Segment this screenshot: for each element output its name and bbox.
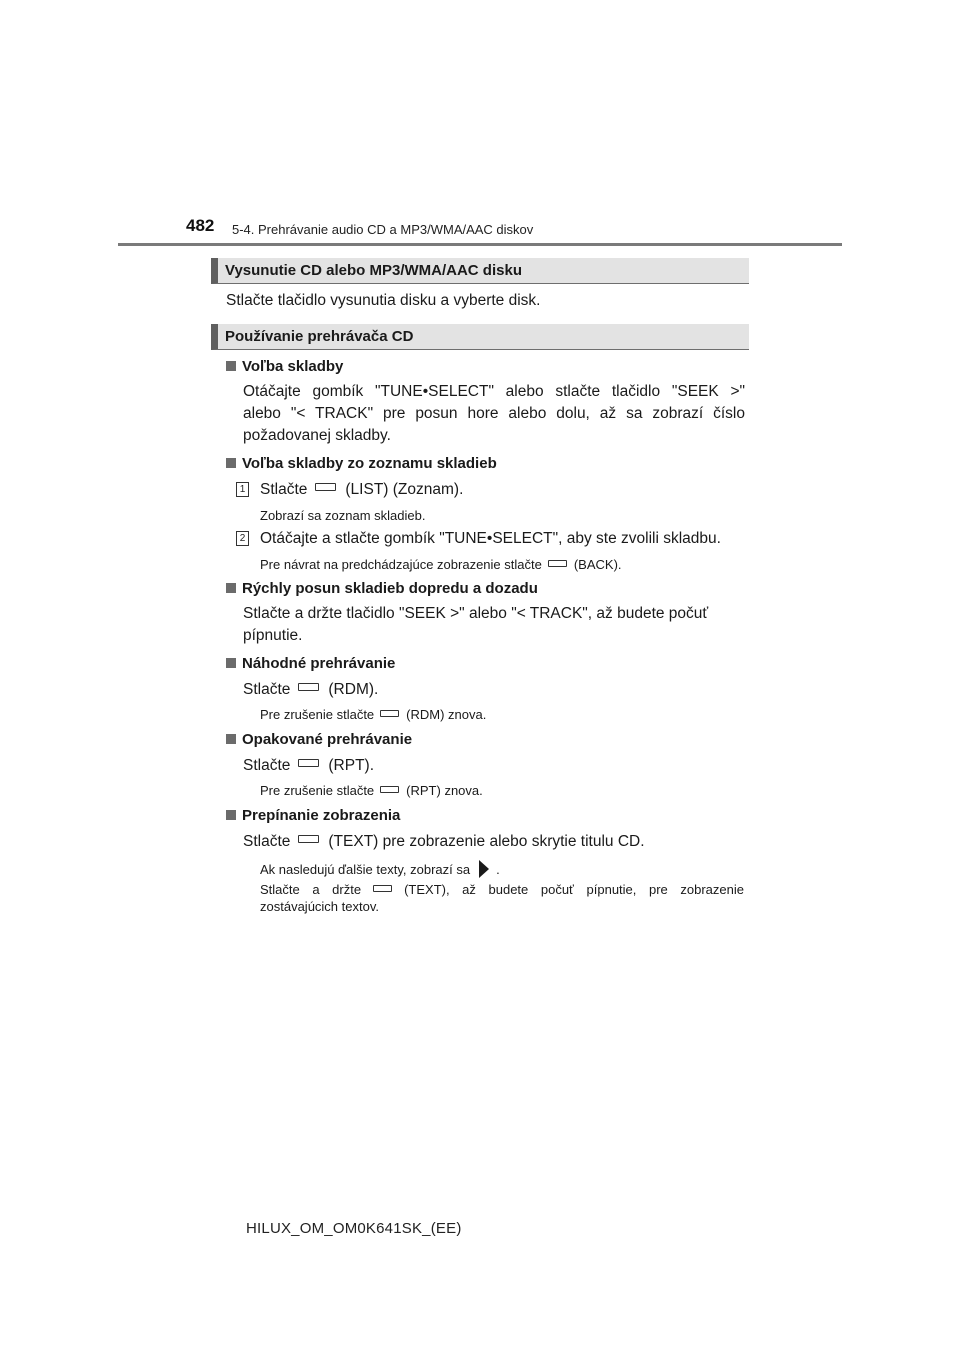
bullet-square-icon: [226, 361, 236, 371]
page-number: 482: [186, 216, 215, 235]
text-button-icon: [373, 885, 392, 892]
display-note-2-line-1: Stlačte a držte (TEXT), až budete počuť pípnutie, pre zobrazenie: [260, 882, 744, 897]
rdm-button-icon: [298, 683, 319, 691]
subheading-select-from-list: Voľba skladby zo zoznamu skladieb: [226, 455, 497, 472]
header-divider: [118, 243, 842, 246]
step-2-note: Pre návrat na predchádzajúce zobrazenie stlačte (BACK).: [260, 557, 622, 572]
display-note-2-line-2: zostávajúcich textov.: [260, 899, 379, 914]
subheading-random: Náhodné prehrávanie: [226, 655, 395, 672]
rpt-button-icon: [298, 759, 319, 767]
step-1-note: Zobrazí sa zoznam skladieb.: [260, 508, 426, 523]
select-track-line-1: Otáčajte gombík "TUNE•SELECT" alebo stlačte tlačidlo "SEEK >": [243, 383, 745, 400]
bullet-square-icon: [226, 458, 236, 468]
display-instruction: Stlačte (TEXT) pre zobrazenie alebo skrytie titulu CD.: [243, 833, 645, 850]
random-note: Pre zrušenie stlačte (RDM) znova.: [260, 707, 487, 722]
bullet-square-icon: [226, 810, 236, 820]
chapter-title: 5-4. Prehrávanie audio CD a MP3/WMA/AAC diskov: [232, 222, 534, 237]
rdm-button-icon: [380, 710, 399, 717]
subheading-repeat: Opakované prehrávanie: [226, 731, 412, 748]
subheading-display: Prepínanie zobrazenia: [226, 807, 400, 824]
random-instruction: Stlačte (RDM).: [243, 681, 379, 698]
more-text-arrow-icon: [478, 859, 490, 879]
bullet-square-icon: [226, 658, 236, 668]
eject-instruction: Stlačte tlačidlo vysunutia disku a vyberte disk.: [226, 292, 541, 309]
step-2-text: Otáčajte a stlačte gombík "TUNE•SELECT", aby ste zvolili skladbu.: [260, 530, 721, 547]
select-track-line-3: požadovanej skladby.: [243, 427, 391, 444]
step-number-2: 2: [236, 531, 249, 546]
bullet-square-icon: [226, 583, 236, 593]
bullet-square-icon: [226, 734, 236, 744]
step-1-text: Stlačte (LIST) (Zoznam).: [260, 481, 464, 498]
fast-seek-line-1: Stlačte a držte tlačidlo "SEEK >" alebo "< TRACK", až budete počuť: [243, 605, 709, 622]
back-button-icon: [548, 560, 567, 567]
repeat-note: Pre zrušenie stlačte (RPT) znova.: [260, 783, 483, 798]
section-heading-using-cd: Používanie prehrávača CD: [211, 324, 749, 350]
rpt-button-icon: [380, 786, 399, 793]
list-button-icon: [315, 483, 336, 491]
document-code: HILUX_OM_OM0K641SK_(EE): [246, 1220, 462, 1237]
repeat-instruction: Stlačte (RPT).: [243, 757, 375, 774]
subheading-fast-seek: Rýchly posun skladieb dopredu a dozadu: [226, 580, 538, 597]
step-number-1: 1: [236, 482, 249, 497]
section-heading-eject: Vysunutie CD alebo MP3/WMA/AAC disku: [211, 258, 749, 284]
display-note-1: Ak nasledujú ďalšie texty, zobrazí sa .: [260, 859, 500, 879]
fast-seek-line-2: pípnutie.: [243, 627, 303, 644]
select-track-line-2: alebo "< TRACK" pre posun hore alebo dolu, až sa zobrazí číslo: [243, 405, 745, 422]
text-button-icon: [298, 835, 319, 843]
subheading-select-track: Voľba skladby: [226, 358, 343, 375]
